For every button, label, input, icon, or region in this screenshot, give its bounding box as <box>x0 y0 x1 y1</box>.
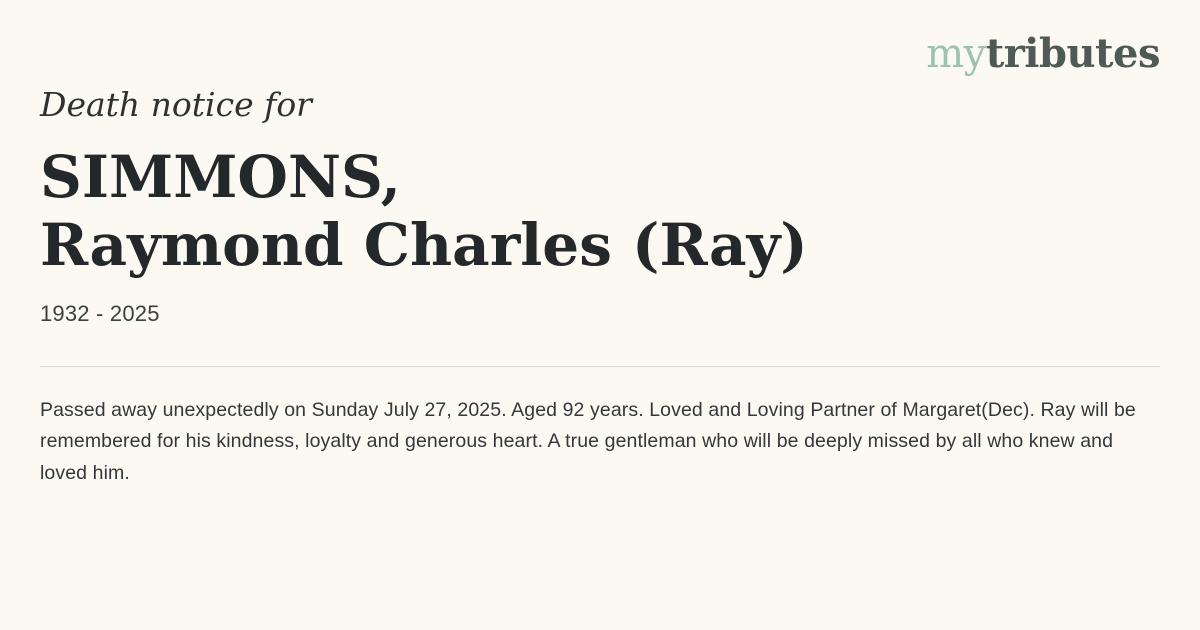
logo-text-tributes: tributes <box>985 30 1160 77</box>
notice-surname: SIMMONS, <box>40 142 401 211</box>
notice-given-names: Raymond Charles (Ray) <box>40 211 808 280</box>
notice-body: Passed away unexpectedly on Sunday July 27, 2025. Aged 92 years. Loved and Loving Partner of Margaret(Dec). Ray will be remembered for his kindness, loyalty and generous heart. A true gentleman who will be deeply missed by all who knew and loved him. <box>40 398 1136 485</box>
notice-years: 1932 - 2025 <box>40 301 160 327</box>
mytributes-logo[interactable] <box>926 30 1160 77</box>
logo-text-my: my <box>926 31 986 77</box>
notice-eyebrow: Death notice for <box>40 85 312 124</box>
page-title <box>40 125 1160 280</box>
